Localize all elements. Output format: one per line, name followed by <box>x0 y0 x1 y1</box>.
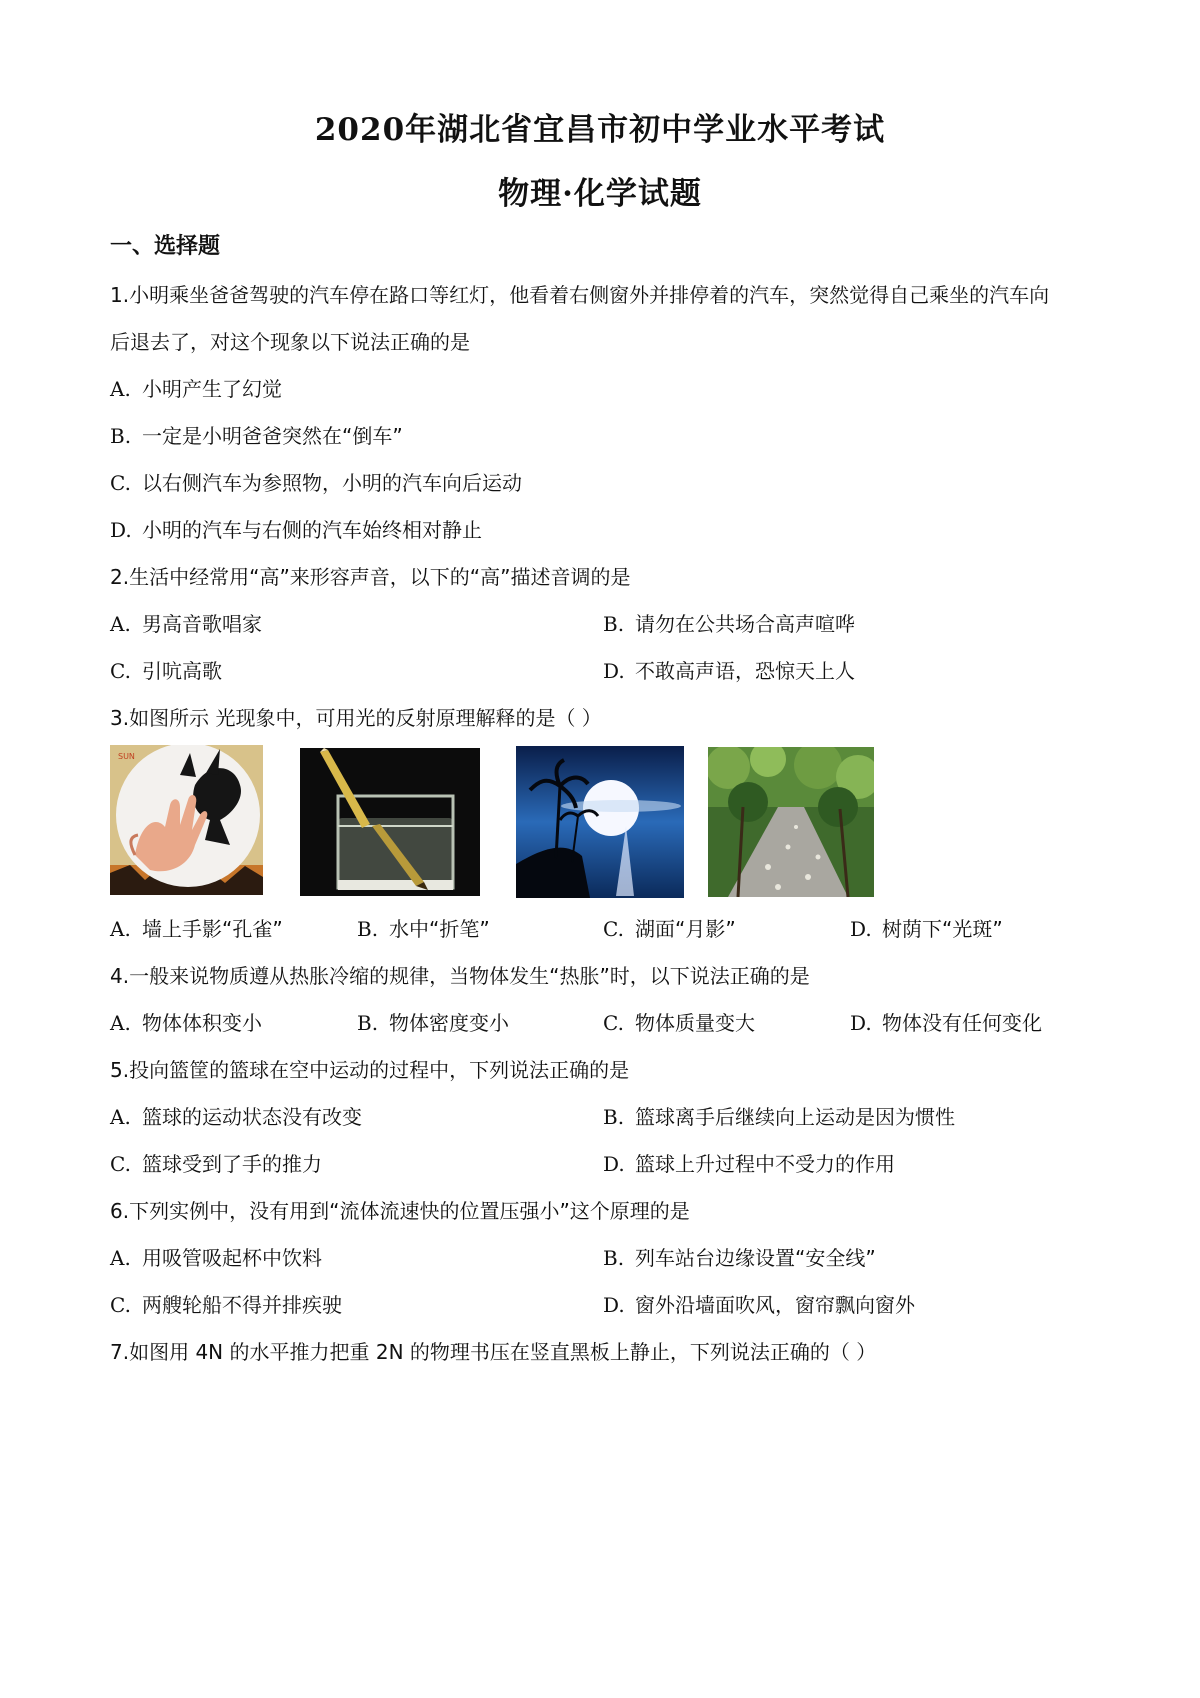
question-1-stem-line1: 1.小明乘坐爸爸驾驶的汽车停在路口等红灯，他看着右侧窗外并排停着的汽车，突然觉得自己乘坐的汽车向 <box>110 283 1050 307</box>
q4-option-c: C. 物体质量变大 <box>603 1011 755 1035</box>
q5-option-a: A. 篮球的运动状态没有改变 <box>110 1105 362 1129</box>
q6-option-d: D. 窗外沿墙面吹风，窗帘飘向窗外 <box>603 1293 915 1317</box>
question-1-stem-line2: 后退去了，对这个现象以下说法正确的是 <box>110 330 470 354</box>
tree-shade-image <box>708 747 874 897</box>
q1-option-d: D. 小明的汽车与右侧的汽车始终相对静止 <box>110 518 482 542</box>
q2-option-c: C. 引吭高歌 <box>110 659 222 683</box>
question-6-stem: 6.下列实例中，没有用到“流体流速快的位置压强小”这个原理的是 <box>110 1199 690 1223</box>
question-5-stem: 5.投向篮筐的篮球在空中运动的过程中，下列说法正确的是 <box>110 1058 630 1082</box>
q4-option-d: D. 物体没有任何变化 <box>850 1011 1042 1035</box>
q1-option-c: C. 以右侧汽车为参照物，小明的汽车向后运动 <box>110 471 522 495</box>
q2-option-b: B. 请勿在公共场合高声喧哗 <box>603 612 855 636</box>
hand-shadow-image <box>110 745 263 895</box>
q5-option-d: D. 篮球上升过程中不受力的作用 <box>603 1152 895 1176</box>
section-heading: 一、选择题 <box>110 234 221 259</box>
svg-text:SUN: SUN <box>118 752 135 761</box>
question-4-stem: 4.一般来说物质遵从热胀冷缩的规律，当物体发生“热胀”时，以下说法正确的是 <box>110 964 810 988</box>
q6-option-a: A. 用吸管吸起杯中饮料 <box>110 1246 322 1270</box>
q1-option-a: A. 小明产生了幻觉 <box>110 377 282 401</box>
q2-option-d: D. 不敢高声语，恐惊天上人 <box>603 659 855 683</box>
q2-option-a: A. 男高音歌唱家 <box>110 612 262 636</box>
question-3-stem: 3.如图所示 光现象中，可用光的反射原理解释的是（ ） <box>110 706 602 730</box>
q4-option-b: B. 物体密度变小 <box>357 1011 509 1035</box>
page-subtitle: 物理·化学试题 <box>498 176 702 212</box>
q4-option-a: A. 物体体积变小 <box>110 1011 262 1035</box>
page-title: 2020年湖北省宜昌市初中学业水平考试 <box>314 112 886 148</box>
q5-option-b: B. 篮球离手后继续向上运动是因为惯性 <box>603 1105 955 1129</box>
q3-option-a: A. 墙上手影“孔雀” <box>110 917 283 941</box>
q6-option-b: B. 列车站台边缘设置“安全线” <box>603 1246 876 1270</box>
q5-option-c: C. 篮球受到了手的推力 <box>110 1152 322 1176</box>
q6-option-c: C. 两艘轮船不得并排疾驶 <box>110 1293 342 1317</box>
question-7-stem: 7.如图用 4N 的水平推力把重 2N 的物理书压在竖直黑板上静止，下列说法正确的（ ） <box>110 1340 877 1364</box>
q3-option-b: B. 水中“折笔” <box>357 917 490 941</box>
pencil-in-water-image <box>300 748 480 896</box>
lake-moon-image <box>516 746 684 898</box>
q1-option-b: B. 一定是小明爸爸突然在“倒车” <box>110 424 403 448</box>
question-2-stem: 2.生活中经常用“高”来形容声音，以下的“高”描述音调的是 <box>110 565 631 589</box>
q3-option-d: D. 树荫下“光斑” <box>850 917 1003 941</box>
q3-option-c: C. 湖面“月影” <box>603 917 736 941</box>
